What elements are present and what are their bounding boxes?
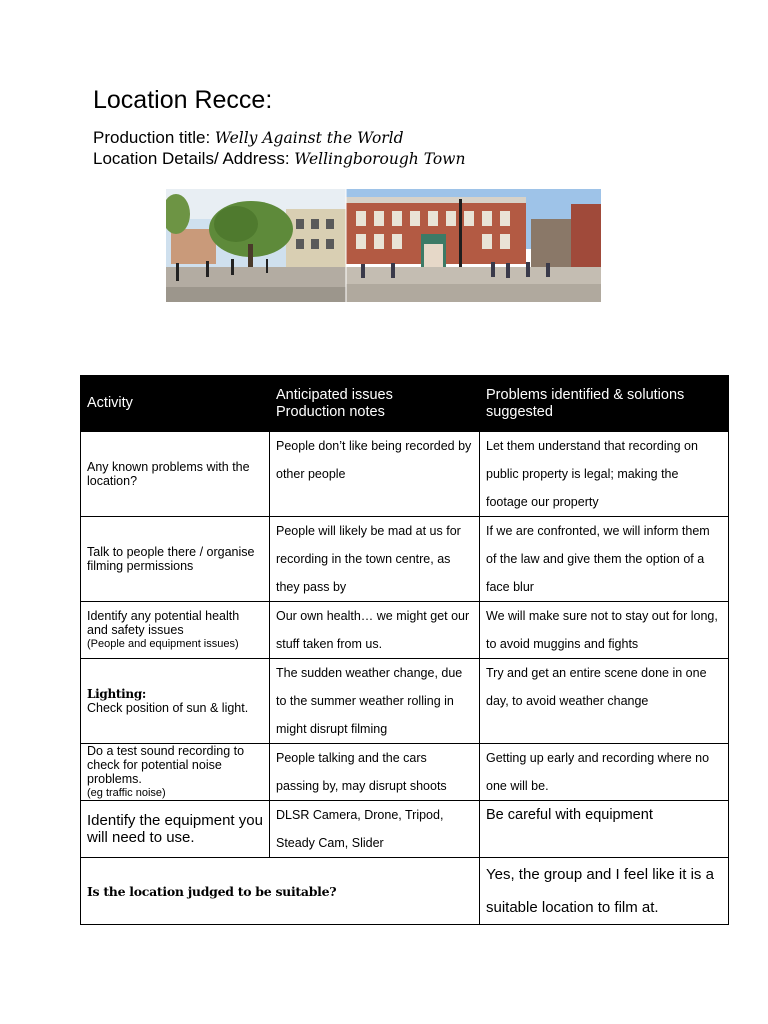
production-title-line bbox=[93, 128, 404, 148]
recce-table bbox=[80, 375, 729, 925]
activity-cell bbox=[81, 659, 270, 744]
solutions-cell: If we are confronted, we will inform them of the law and give them the option of a face blur bbox=[480, 517, 729, 602]
location-photo bbox=[166, 189, 601, 302]
table-row bbox=[81, 659, 729, 744]
activity-note: (eg traffic noise) bbox=[87, 787, 166, 799]
activity-note: (People and equipment issues) bbox=[87, 638, 239, 650]
activity-cell: Talk to people there / organise filming permissions bbox=[81, 517, 270, 602]
issues-cell: The sudden weather change, due to the summer weather rolling in might disrupt filming bbox=[270, 659, 480, 744]
table-row bbox=[81, 744, 729, 801]
activity-text: Do a test sound recording to check for potential noise problems. bbox=[87, 744, 245, 786]
solutions-cell: Try and get an entire scene done in one day, to avoid weather change bbox=[480, 659, 729, 744]
issues-cell: DLSR Camera, Drone, Tripod, Steady Cam, Slider bbox=[270, 801, 480, 858]
table-row bbox=[81, 801, 729, 858]
activity-text: Identify any potential health and safety issues bbox=[87, 609, 240, 637]
header-activity: Activity bbox=[81, 376, 270, 432]
final-row bbox=[81, 858, 729, 925]
header-solutions-line2: suggested bbox=[486, 403, 553, 420]
suitability-answer: Yes, the group and I feel like it is a suitable location to film at. bbox=[480, 858, 729, 925]
issues-cell: People will likely be mad at us for recording in the town centre, as they pass by bbox=[270, 517, 480, 602]
header-anticipated-issues bbox=[270, 376, 480, 432]
solutions-cell: Let them understand that recording on public property is legal; making the footage our property bbox=[480, 432, 729, 517]
activity-cell bbox=[81, 744, 270, 801]
production-title-value: Welly Against the World bbox=[214, 129, 404, 147]
activity-heading: Lighting: bbox=[87, 687, 147, 701]
solutions-cell: We will make sure not to stay out for long, to avoid muggins and fights bbox=[480, 602, 729, 659]
suitability-question: Is the location judged to be suitable? bbox=[81, 858, 480, 925]
location-details-value: Wellingborough Town bbox=[294, 150, 466, 168]
activity-text: Identify the equipment you will need to use. bbox=[87, 812, 263, 846]
header-issues-line2: Production notes bbox=[276, 403, 385, 420]
activity-text: Check position of sun & light. bbox=[87, 701, 249, 715]
issues-cell: People talking and the cars passing by, may disrupt shoots bbox=[270, 744, 480, 801]
solutions-cell: Be careful with equipment bbox=[480, 801, 729, 858]
solutions-cell: Getting up early and recording where no one will be. bbox=[480, 744, 729, 801]
activity-cell bbox=[81, 801, 270, 858]
activity-cell bbox=[81, 602, 270, 659]
table-row bbox=[81, 602, 729, 659]
table-row bbox=[81, 432, 729, 517]
header-solutions-line1: Problems identified & solutions bbox=[486, 386, 685, 403]
production-title-label: Production title: bbox=[93, 128, 215, 147]
header-issues-line1: Anticipated issues bbox=[276, 386, 393, 403]
activity-cell: Any known problems with the location? bbox=[81, 432, 270, 517]
table-row bbox=[81, 517, 729, 602]
issues-cell: People don’t like being recorded by other people bbox=[270, 432, 480, 517]
location-details-label: Location Details/ Address: bbox=[93, 149, 295, 168]
location-details-line bbox=[93, 149, 465, 169]
page-title: Location Recce: bbox=[93, 86, 273, 114]
table-header-row bbox=[81, 376, 729, 432]
header-solutions bbox=[480, 376, 729, 432]
issues-cell: Our own health… we might get our stuff taken from us. bbox=[270, 602, 480, 659]
